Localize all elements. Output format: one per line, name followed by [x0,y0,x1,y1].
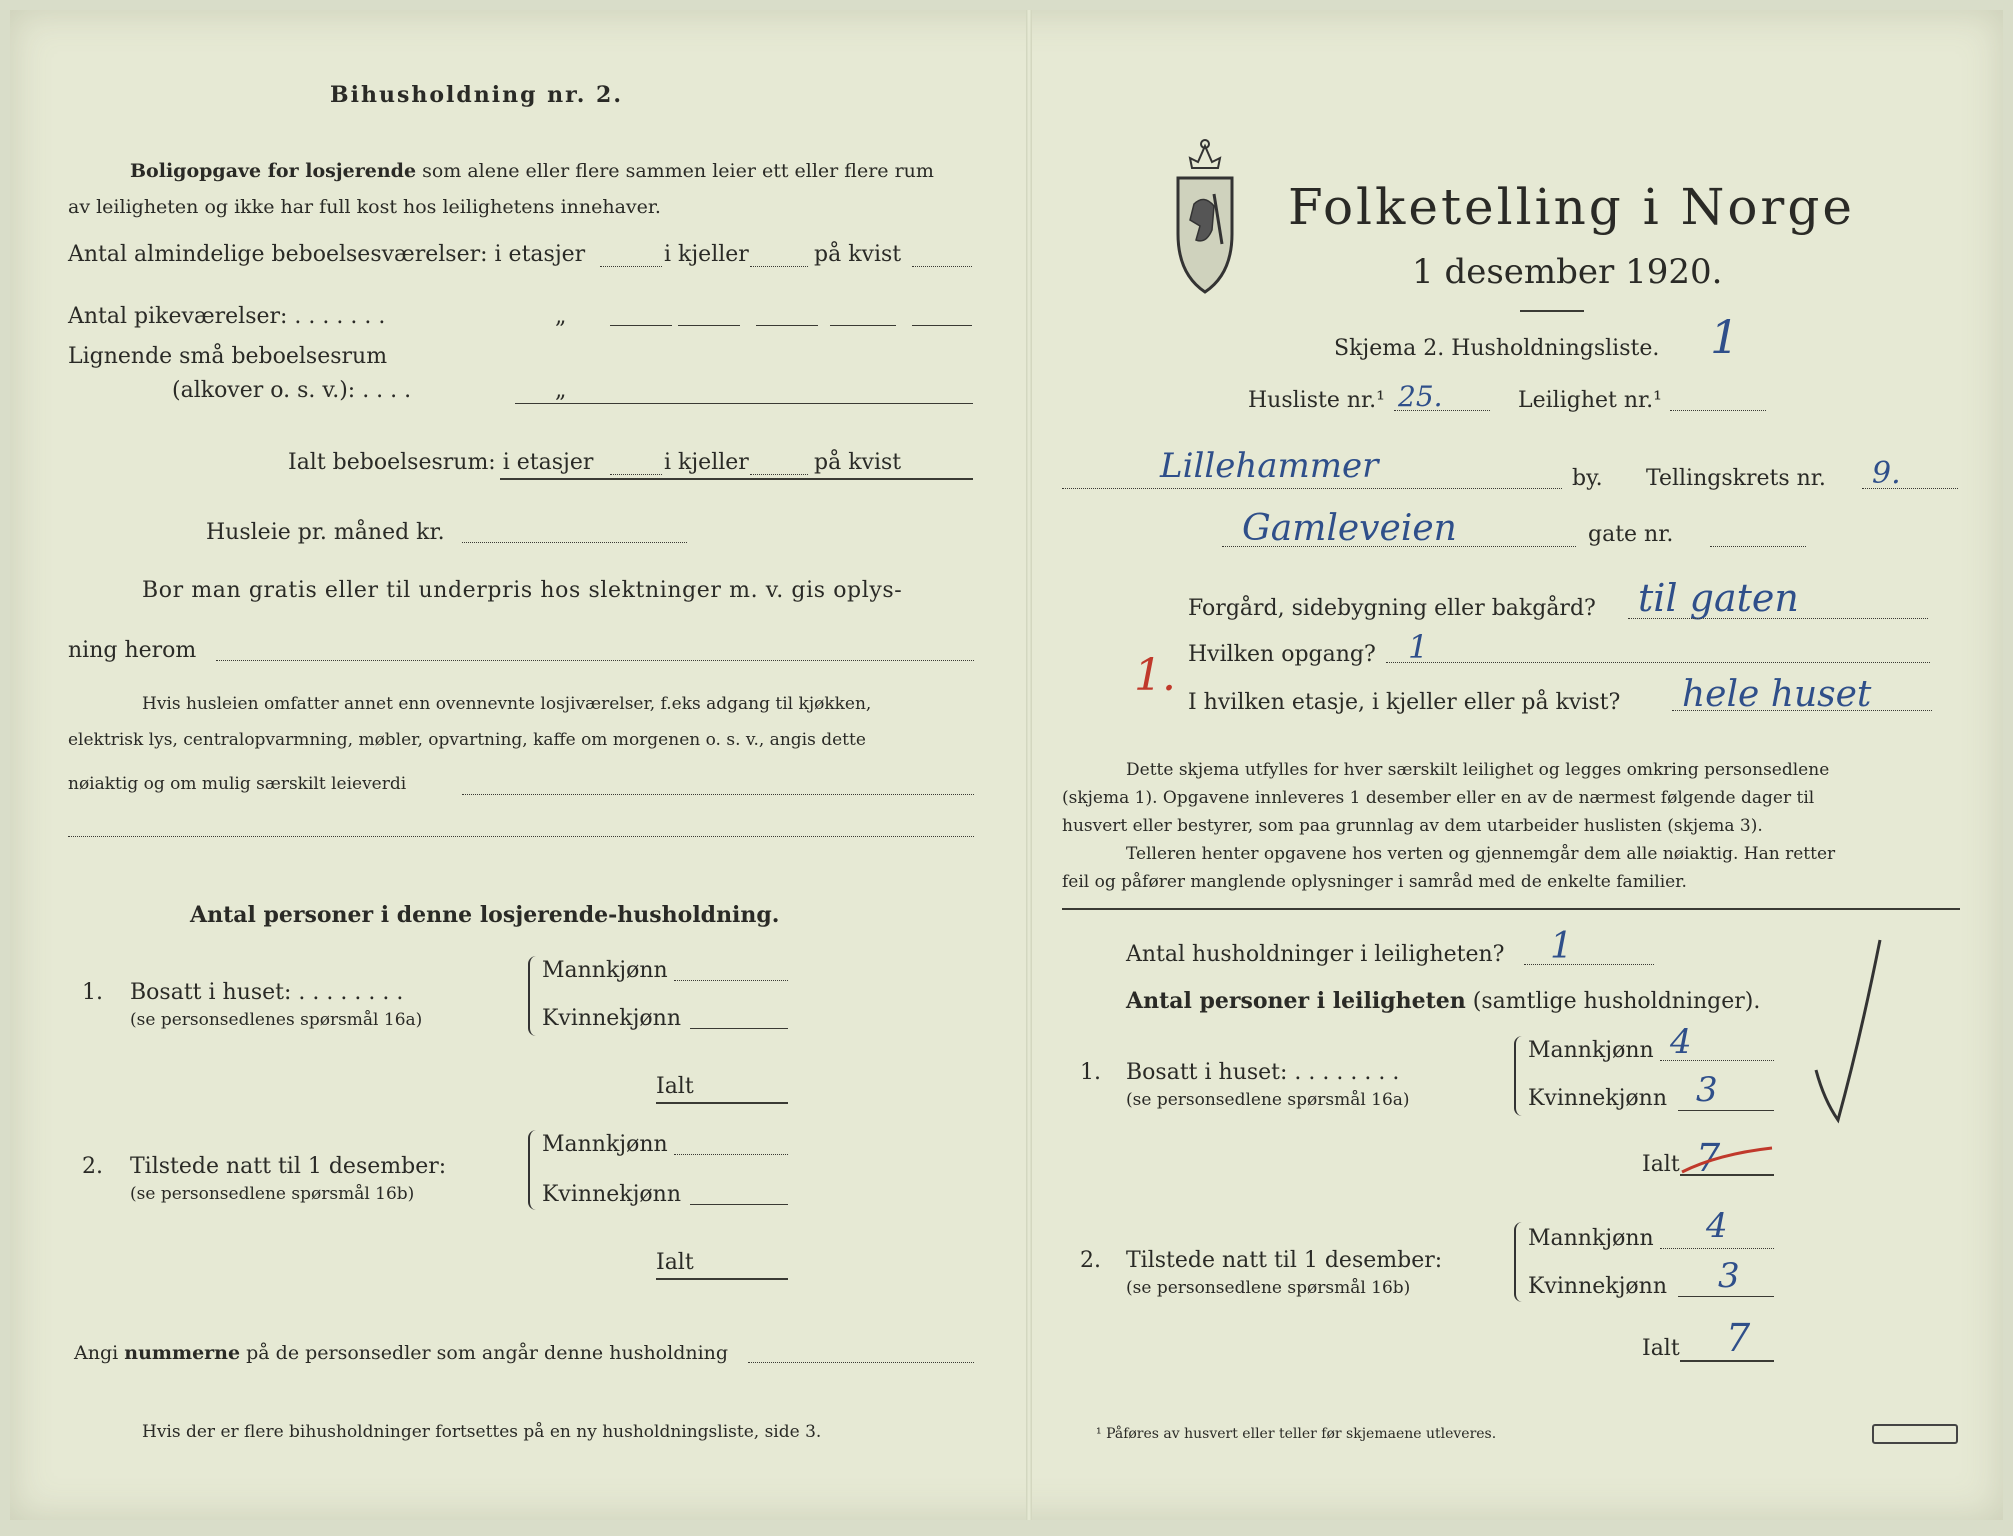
ditto-mark: „ [555,304,567,329]
field-pike-kvist-c[interactable] [912,325,972,326]
left-q2-mann-label: Mannkjønn [542,1132,668,1157]
field-etasjer-1[interactable] [600,266,662,267]
label-kvist-1: på kvist [814,242,902,267]
field-husleie[interactable] [462,542,687,543]
antal-hush-label: Antal husholdninger i leiligheten? [1126,942,1505,967]
forgard-label: Forgård, sidebygning eller bakgård? [1188,596,1596,621]
printer-stamp [1872,1424,1958,1444]
field-leieverdi[interactable] [462,794,974,795]
street-field[interactable] [1222,546,1576,547]
etasje-field[interactable] [1672,710,1932,711]
left-q1-ialt-label: Ialt [656,1074,694,1099]
left-q1-sub: (se personsedlenes spørsmål 16a) [130,1010,423,1030]
left-q2-mann-field[interactable] [674,1154,788,1155]
street-value[interactable]: Gamleveien [1242,508,1457,549]
right-q2-ialt-field[interactable] [1680,1360,1774,1362]
angi-line [74,1342,728,1364]
left-q1-mann-field[interactable] [674,980,788,981]
page-fold [1026,10,1032,1520]
antal-hush-field[interactable] [1524,964,1654,965]
label-kjeller-2: i kjeller [664,450,749,475]
leilighet-big-mark: 1 [1710,310,1740,364]
label-kvist-2: på kvist [814,450,902,475]
right-q1-kvinne-label: Kvinnekjønn [1528,1086,1667,1111]
intro-bold: Boligopgave for losjerende [130,160,417,182]
gate-label: gate nr. [1588,522,1674,547]
instr-line-3: husvert eller bestyrer, som paa grunnlag av dem utarbeider huslisten (skjema 3). [1062,816,1763,836]
right-q2-kvinne-value[interactable]: 3 [1718,1256,1740,1296]
row-almindelige-label: Antal almindelige beboelsesværelser: i etasjer [68,242,586,267]
left-q1-ialt-field[interactable] [656,1102,788,1104]
right-q2-mann-label: Mannkjønn [1528,1226,1654,1251]
left-q2-ialt-field[interactable] [656,1278,788,1280]
right-q1-kvinne-value[interactable]: 3 [1696,1070,1718,1110]
right-q1-brace [1514,1036,1526,1116]
bor-gratis-text: Bor man gratis eller til underpris hos slektninger m. v. gis oplys- [142,578,903,603]
census-form-sheet [10,10,2003,1520]
right-q2-kvinne-field[interactable] [1678,1296,1774,1297]
leilighet-label: Leilighet nr.¹ [1518,388,1662,413]
margin-red-mark: 1. [1134,650,1176,701]
title-rule [1520,310,1584,312]
left-q1-brace [528,956,540,1036]
etasje-label: I hvilken etasje, i kjeller eller på kvist? [1188,690,1621,715]
antal-pers-bold: Antal personer i leiligheten [1126,988,1466,1014]
field-leieverdi-2[interactable] [68,836,974,837]
tellingskrets-value[interactable]: 9. [1872,456,1901,491]
tellingskrets-label: Tellingskrets nr. [1646,466,1826,491]
right-q1-ialt-label: Ialt [1642,1152,1680,1177]
ditto-mark-2: „ [555,378,567,403]
field-pike-etasjer[interactable] [610,325,672,326]
city-field[interactable] [1062,488,1562,489]
field-lignende[interactable] [515,403,973,404]
right-q2-label: Tilstede natt til 1 desember: [1126,1248,1443,1273]
right-q2-mann-value[interactable]: 4 [1706,1206,1728,1246]
right-q1-mann-field[interactable] [1660,1060,1774,1061]
hvis-line-3: nøiaktig og om mulig særskilt leieverdi [68,774,407,794]
city-value[interactable]: Lillehammer [1160,446,1379,486]
forgard-value[interactable]: til gaten [1638,576,1799,620]
hvis-line-1: Hvis husleien omfatter annet enn ovennevnte losjiværelser, f.eks adgang til kjøkken, [142,694,872,714]
field-pike-kjeller[interactable] [678,325,740,326]
left-q1-mann-label: Mannkjønn [542,958,668,983]
field-pike-kvist-b[interactable] [830,325,896,326]
left-q2-sub: (se personsedlene spørsmål 16b) [130,1184,415,1204]
right-q1-mann-label: Mannkjønn [1528,1038,1654,1063]
right-date: 1 desember 1920. [1412,252,1723,292]
husleie-label: Husleie pr. måned kr. [206,520,445,545]
field-kvist-1[interactable] [912,266,972,267]
instr-line-4: Telleren henter opgavene hos verten og gjennemgår dem alle nøiaktig. Han retter [1126,844,1836,864]
left-q2-ialt-label: Ialt [656,1250,694,1275]
opgang-label: Hvilken opgang? [1188,642,1376,667]
right-q1-number: 1. [1080,1060,1101,1085]
ning-herom-label: ning herom [68,638,197,663]
skjema-label: Skjema 2. Husholdningsliste. [1334,336,1660,361]
field-pike-kvist-a[interactable] [756,325,818,326]
husliste-label: Husliste nr.¹ [1248,388,1385,413]
ialt-underline [500,478,973,480]
left-q1-label: Bosatt i huset: . . . . . . . . [130,980,404,1005]
left-footer: Hvis der er flere bihusholdninger fortsettes på en ny husholdningsliste, side 3. [142,1422,822,1442]
left-q1-number: 1. [82,980,103,1005]
label-kjeller-1: i kjeller [664,242,749,267]
etasje-value[interactable]: hele huset [1682,674,1872,715]
field-herom[interactable] [216,660,974,661]
angi-pre: Angi [74,1342,119,1364]
husliste-value[interactable]: 25. [1398,380,1443,413]
hvis-line-2: elektrisk lys, centralopvarmning, møbler, opvartning, kaffe om morgenen o. s. v., angis dette [68,730,866,750]
angi-bold: nummerne [124,1342,241,1364]
right-q2-sub: (se personsedlene spørsmål 16b) [1126,1278,1411,1298]
gate-nr-field[interactable] [1710,546,1806,547]
antal-hush-value[interactable]: 1 [1550,926,1573,967]
norway-coat-of-arms-icon [1170,134,1240,294]
section-rule [1062,908,1960,910]
opgang-field[interactable] [1386,662,1930,663]
leilighet-field[interactable] [1670,410,1766,411]
row-lignende-label-2: (alkover o. s. v.): . . . . [172,378,412,403]
intro-rest: som alene eller flere sammen leier ett eller flere rum [422,160,934,182]
red-strike-icon [1678,1142,1778,1182]
footnote: ¹ Påføres av husvert eller teller før skjemaene utleveres. [1096,1426,1497,1442]
right-q2-brace [1514,1222,1526,1302]
left-title: Bihusholdning nr. 2. [330,82,623,108]
row-pike-label: Antal pikeværelser: . . . . . . . [68,304,386,329]
field-ialt-etasjer[interactable] [610,474,662,475]
opgang-value[interactable]: 1 [1408,628,1429,666]
forgard-field[interactable] [1628,618,1928,619]
tellingskrets-field[interactable] [1862,488,1958,489]
instr-line-5: feil og påfører manglende oplysninger i samråd med de enkelte familier. [1062,872,1687,892]
field-ialt-kjeller[interactable] [750,474,808,475]
right-q1-ialt-value[interactable]: 7 [1696,1136,1721,1180]
intro-line-1 [130,160,934,182]
left-q1-kvinne-field[interactable] [690,1028,788,1029]
right-q1-sub: (se personsedlene spørsmål 16a) [1126,1090,1410,1110]
by-label: by. [1572,466,1603,491]
antal-pers-line [1126,988,1760,1014]
left-antal-heading: Antal personer i denne losjerende-husholdning. [190,902,780,928]
right-q2-ialt-value[interactable]: 7 [1726,1316,1751,1360]
row-lignende-label-1: Lignende små beboelsesrum [68,344,388,369]
antal-pers-rest: (samtlige husholdninger). [1472,989,1761,1014]
field-angi[interactable] [748,1362,974,1363]
check-mark-icon [1810,930,1890,1130]
right-q1-kvinne-field[interactable] [1678,1110,1774,1111]
left-q2-brace [528,1130,540,1210]
left-q2-kvinne-field[interactable] [690,1204,788,1205]
left-q2-kvinne-label: Kvinnekjønn [542,1182,681,1207]
right-q1-mann-value[interactable]: 4 [1670,1022,1692,1062]
right-q2-number: 2. [1080,1248,1101,1273]
left-q2-number: 2. [82,1154,103,1179]
right-q2-ialt-label: Ialt [1642,1336,1680,1361]
husliste-field[interactable] [1394,410,1490,411]
left-q1-kvinne-label: Kvinnekjønn [542,1006,681,1031]
right-q2-mann-field[interactable] [1660,1248,1774,1249]
right-title: Folketelling i Norge [1288,178,1855,236]
instr-line-2: (skjema 1). Opgavene innleveres 1 desember eller en av de nærmest følgende dager til [1062,788,1815,808]
instr-line-1: Dette skjema utfylles for hver særskilt leilighet og legges omkring personsedlene [1126,760,1830,780]
right-q1-label: Bosatt i huset: . . . . . . . . [1126,1060,1400,1085]
left-q2-label: Tilstede natt til 1 desember: [130,1154,447,1179]
ialt-beboelsesrum-label: Ialt beboelsesrum: i etasjer [288,450,594,475]
field-kjeller-1[interactable] [750,266,808,267]
angi-post: på de personsedler som angår denne husholdning [246,1342,729,1364]
intro-line-2: av leiligheten og ikke har full kost hos leilighetens innehaver. [68,196,661,218]
right-q2-kvinne-label: Kvinnekjønn [1528,1274,1667,1299]
